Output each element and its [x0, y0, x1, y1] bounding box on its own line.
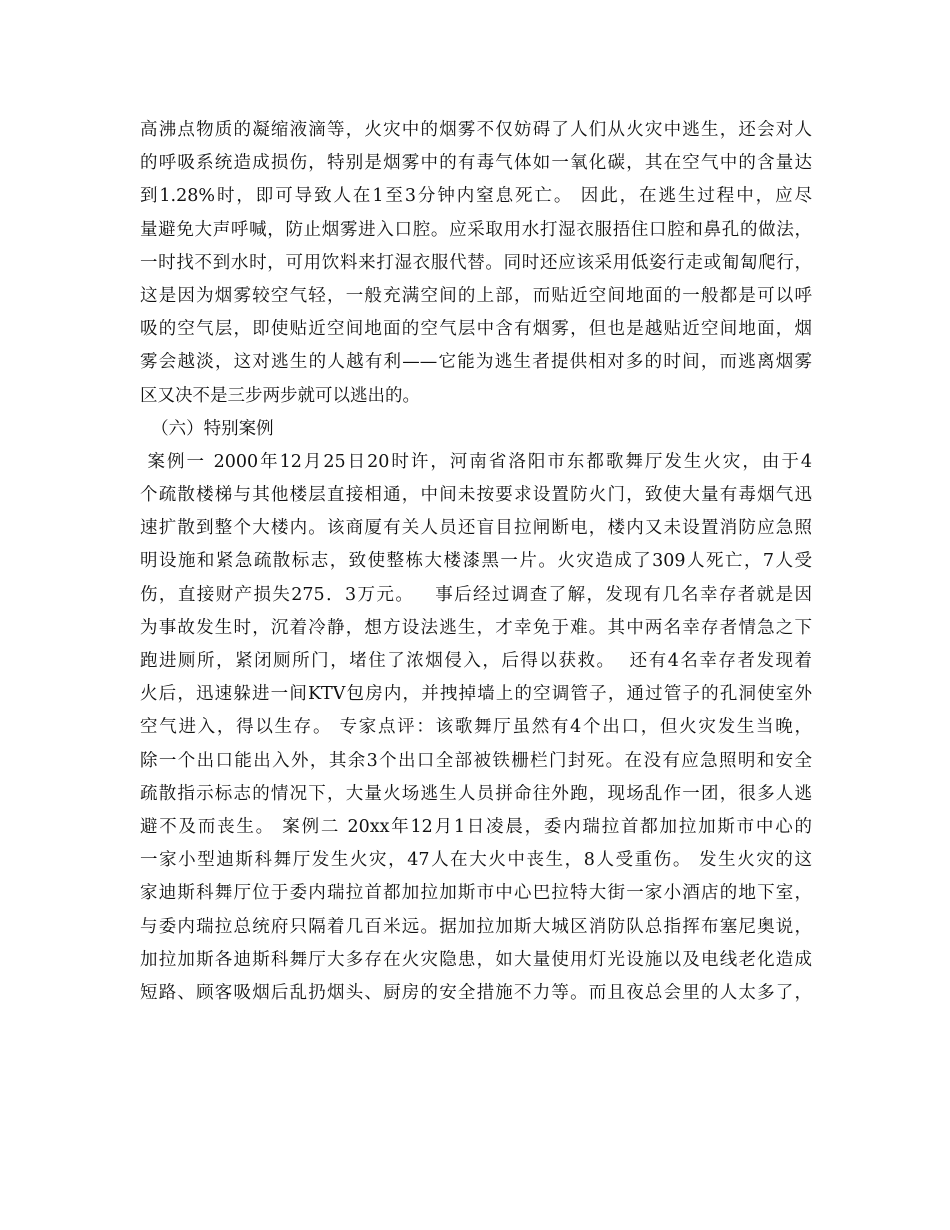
- text-line: 个疏散楼梯与其他楼层直接相通，中间未按要求设置防火门，致使大量有毒烟气迅: [140, 485, 812, 506]
- text-line: 速扩散到整个大楼内。该商厦有关人员还盲目拉闸断电，楼内又未设置消防应急照: [140, 518, 812, 539]
- section-heading: （六）特别案例: [140, 418, 274, 439]
- text-line: 为事故发生时，沉着冷静，想方设法逃生，才幸免于难。其中两名幸存者情急之下: [140, 617, 812, 638]
- text-line: 一家小型迪斯科舞厅发生火灾，47人在大火中丧生，8人受重伤。 发生火灾的这: [140, 850, 812, 871]
- text-line: 跑进厕所，紧闭厕所门，堵住了浓烟侵入，后得以获救。 还有4名幸存者发现着: [140, 651, 812, 671]
- text-line: 加拉加斯各迪斯科舞厅大多存在火灾隐患，如大量使用灯光设施以及电线老化造成: [140, 949, 812, 970]
- text-line: 避不及而丧生。 案例二 20xx年12月1日凌晨，委内瑞拉首都加拉加斯市中心的: [140, 816, 812, 837]
- text-line: 短路、顾客吸烟后乱扔烟头、厨房的安全措施不力等。而且夜总会里的人太多了，: [140, 982, 812, 1003]
- text-line: 除一个出口能出入外，其余3个出口全部被铁栅栏门封死。在没有应急照明和安全: [140, 750, 812, 771]
- text-line: 疏散指示标志的情况下，大量火场逃生人员拼命往外跑，现场乱作一团，很多人逃: [140, 783, 812, 804]
- text-line: 火后，迅速躲进一间KTV包房内，并拽掉墙上的空调管子，通过管子的孔洞使室外: [140, 684, 812, 705]
- text-line: 家迪斯科舞厅位于委内瑞拉首都加拉加斯市中心巴拉特大街一家小酒店的地下室，: [140, 883, 812, 904]
- document-body: [140, 114, 812, 1010]
- text-line: 吸的空气层，即使贴近空间地面的空气层中含有烟雾，但也是越贴近空间地面，烟: [140, 319, 812, 340]
- text-line: 伤，直接财产损失275．3万元。 事后经过调查了解，发现有几名幸存者就是因: [140, 584, 812, 605]
- text-line: 雾会越淡，这对逃生的人越有利——它能为逃生者提供相对多的时间，而逃离烟雾: [140, 352, 812, 373]
- text-line: 量避免大声呼喊，防止烟雾进入口腔。应采取用水打湿衣服捂住口腔和鼻孔的做法，: [140, 219, 812, 240]
- text-line: 区又决不是三步两步就可以逃出的。: [140, 385, 420, 406]
- text-line: 的呼吸系统造成损伤，特别是烟雾中的有毒气体如一氧化碳，其在空气中的含量达: [140, 153, 812, 174]
- text-line: 空气进入，得以生存。 专家点评：该歌舞厅虽然有4个出口，但火灾发生当晚，: [140, 717, 812, 738]
- text-line: 一时找不到水时，可用饮料来打湿衣服代替。同时还应该采用低姿行走或匍匐爬行，: [140, 252, 812, 273]
- text-line: 到1.28%时，即可导致人在1至3分钟内窒息死亡。 因此，在逃生过程中，应尽: [140, 186, 812, 207]
- text-line: 与委内瑞拉总统府只隔着几百米远。据加拉加斯大城区消防队总指挥布塞尼奥说，: [140, 916, 812, 937]
- text-line: 明设施和紧急疏散标志，致使整栋大楼漆黑一片。火灾造成了309人死亡，7人受: [140, 551, 812, 572]
- text-line: 这是因为烟雾较空气轻，一般充满空间的上部，而贴近空间地面的一般都是可以呼: [140, 285, 812, 306]
- text-line: 高沸点物质的凝缩液滴等，火灾中的烟雾不仅妨碍了人们从火灾中逃生，还会对人: [140, 120, 812, 140]
- text-line: 案例一 2000年12月25日20时许，河南省洛阳市东都歌舞厅发生火灾，由于4: [140, 451, 812, 472]
